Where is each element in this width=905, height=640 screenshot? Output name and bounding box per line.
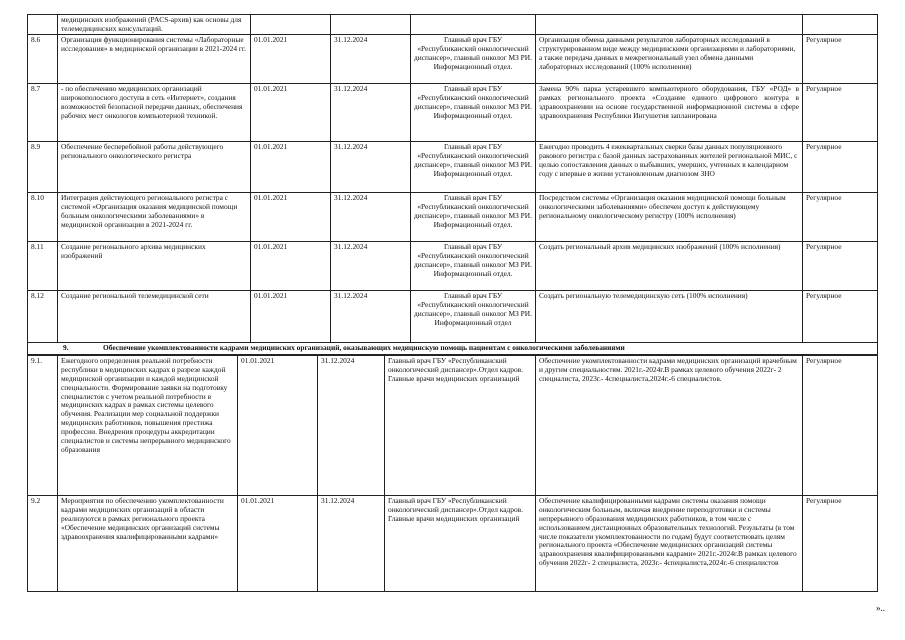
- cell-start: 01.01.2021: [238, 355, 318, 495]
- cell-name: Создание региональной телемедицинской сети: [58, 291, 251, 343]
- table-row: [28, 35, 878, 84]
- cell-name: Организация функционирования системы «Лабораторные исследования» в медицинской организации в 2021-2024 гг.: [58, 35, 251, 84]
- cell-responsible: Главный врач ГБУ «Республиканский онкологический диспансер», главный онколог МЗ РИ. Информационный отдел: [411, 291, 536, 343]
- table-row: [28, 84, 878, 142]
- cell-num: 9.1.: [28, 355, 58, 495]
- cell-num: 8.12: [28, 291, 58, 343]
- cell-end: 31.12.2024: [331, 193, 411, 242]
- cell-type: Регулярное: [803, 355, 878, 495]
- cell-responsible: Главный врач ГБУ «Республиканский онкологический диспансер».Отдел кадров. Главные врачи медицинских организаций: [385, 355, 536, 495]
- cell-end: 31.12.2024: [331, 291, 411, 343]
- cell-name: - по обеспечению медицинских организаций широкополосного доступа в сеть «Интернет», создания возможностей безопасной передачи данных, обеспечения рабочих мест онкологов компьютерной техникой.: [58, 84, 251, 142]
- cell-num: 8.9: [28, 142, 58, 193]
- cell-type: Регулярное: [803, 193, 878, 242]
- cell-end: 31.12.2024: [318, 495, 385, 591]
- cell-responsible: Главный врач ГБУ «Республиканский онкологический диспансер», главный онколог МЗ РИ. Информационный отдел.: [411, 193, 536, 242]
- plan-table: [27, 14, 878, 355]
- cell-responsible: Главный врач ГБУ «Республиканский онкологический диспансер».Отдел кадров. Главные врачи медицинских организаций: [385, 495, 536, 591]
- table-row: [28, 142, 878, 193]
- cell-end: 31.12.2024: [331, 35, 411, 84]
- cell-type: Регулярное: [803, 495, 878, 591]
- closing-quote-mark: »..: [876, 603, 885, 613]
- cell-start: 01.01.2021: [238, 495, 318, 591]
- cell-name: Мероприятия по обеспечению укомплектованности кадрами медицинских организаций в области реализуются в рамках регионального проекта «Обеспечение медицинских организаций системы здравоохранения квалифицированными кадрами»: [58, 495, 238, 591]
- cell-end: 31.12.2024: [318, 355, 385, 495]
- cell-end: 31.12.2024: [331, 242, 411, 291]
- cell-num: 8.10: [28, 193, 58, 242]
- table-row: [28, 193, 878, 242]
- plan-table-section-9: [27, 355, 878, 592]
- cell-start: 01.01.2021: [251, 291, 331, 343]
- cell-end: 31.12.2024: [331, 142, 411, 193]
- document-page: [27, 14, 877, 598]
- cell-type: Регулярное: [803, 84, 878, 142]
- section-title: Обеспечение укомплектованности кадрами медицинских организаций, оказывающих медицинскую помощь пациентам с онкологическими заболеваниями: [103, 343, 625, 352]
- cell-type: Регулярное: [803, 291, 878, 343]
- cell-result: Создать региональный архив медицинских изображений (100% исполнения): [536, 242, 803, 291]
- cell-responsible: Главный врач ГБУ «Республиканский онкологический диспансер», главный онколог МЗ РИ. Информационный отдел.: [411, 242, 536, 291]
- cell-end: 31.12.2024: [331, 84, 411, 142]
- cell-num: 9.2: [28, 495, 58, 591]
- cell-type: Регулярное: [803, 242, 878, 291]
- cell-result: Создать региональную телемедицинскую сеть (100% исполнения): [536, 291, 803, 343]
- cell-result: Обеспечение квалифицированными кадрами системы оказания помощи онкологическим больным, включая внедрение переподготовки и системы непрерывного образования медицинских работников, в том числе с использованием дистанционных образовательных технологий. Результаты (в том числе показатели укомплектованности по годам) будут соответствовать целям регионального проекта «Обеспечение медицинских организаций системы здравоохранения квалифицированными кадрами» 2021г.-2024г.В рамках целевого обучения 2022г- 2 специалиста, 2023г.- 4специалиста,2024г.-6 специалистов: [536, 495, 803, 591]
- section-heading-row: [28, 343, 878, 355]
- cell-result: Посредством системы «Организация оказания медицинской помощи больным онкологическими заболеваниями» обеспечен доступ к действующему региональному онкологическому регистру (100% исполнения): [536, 193, 803, 242]
- table-row: [28, 355, 878, 495]
- table-row: [28, 242, 878, 291]
- table-row: [28, 291, 878, 343]
- table-row: [28, 495, 878, 591]
- cell-start: 01.01.2021: [251, 193, 331, 242]
- section-number: 9.: [63, 343, 69, 352]
- cell-result: Ежегодно проводить 4 ежеквартальных сверки базы данных популяционного ракового регистра с базой данных застрахованных жителей региональной МИС, с целью сопоставления данных о выбывших, умерших, учтенных в календарном году с впервые в жизни установленным диагнозом ЗНО: [536, 142, 803, 193]
- cell-start: 01.01.2021: [251, 84, 331, 142]
- cell-result: Организация обмена данными результатов лабораторных исследований в структурированном виде между медицинскими организациями и лабораториями, а также передача данных в межрегиональный узел обмена данными лабораторных исследований (100% исполнения): [536, 35, 803, 84]
- cell-start: 01.01.2021: [251, 242, 331, 291]
- cell-num: 8.7: [28, 84, 58, 142]
- cell-type: Регулярное: [803, 35, 878, 84]
- cell-name: Ежегодного определения реальной потребности республики в медицинских кадрах в разрезе каждой медицинской организации и каждой медицинской специальности. Формирование заявки на подготовку специалистов с учетом реальной потребности в медицинских кадрах в рамках системы целевого обучения. Реализации мер социальной поддержки медицинских работников, повышения престижа профессии. Внедрения процедуры аккредитации специалистов и системы непрерывного медицинского образования: [58, 355, 238, 495]
- cell-num: 8.6: [28, 35, 58, 84]
- table-row-fragment: [28, 15, 878, 35]
- cell-result: Замена 90% парка устаревшего компьютерного оборудования, ГБУ «РОД» в рамках регионального проекта «Создание единого цифрового контура в здравоохранении на основе государственной информационной системы в сфере здравоохранения Республики Ингушетия запланирована: [536, 84, 803, 142]
- cell-type: Регулярное: [803, 142, 878, 193]
- cell-start: 01.01.2021: [251, 35, 331, 84]
- cell-num: 8.11: [28, 242, 58, 291]
- cell-name: Создание регионального архива медицинских изображений: [58, 242, 251, 291]
- cell-responsible: Главный врач ГБУ «Республиканский онкологический диспансер», главный онколог МЗ РИ. Информационный отдел.: [411, 142, 536, 193]
- cell-name: медицинских изображений (PACS-архив) как основы для телемедицинских консультаций.: [58, 15, 251, 35]
- cell-start: 01.01.2021: [251, 142, 331, 193]
- cell-name: Интеграция действующего регионального регистра с системой «Организация оказания медицинской помощи больным онкологическими заболеваниями» в медицинской организации в 2021-2024 гг.: [58, 193, 251, 242]
- section-heading: [28, 343, 878, 355]
- cell-result: Обеспечение укомплектованности кадрами медицинских организаций врачебным и другим специальностям. 2021г.-2024г.В рамках целевого обучения 2022г- 2 специалиста, 2023г.- 4специалиста,2024г.-6 специалистов.: [536, 355, 803, 495]
- cell-responsible: Главный врач ГБУ «Республиканский онкологический диспансер», главный онколог МЗ РИ. Информационный отдел.: [411, 84, 536, 142]
- cell-responsible: Главный врач ГБУ «Республиканский онкологический диспансер», главный онколог МЗ РИ. Информационный отдел.: [411, 35, 536, 84]
- cell-name: Обеспечение бесперебойной работы действующего регионального онкологического регистра: [58, 142, 251, 193]
